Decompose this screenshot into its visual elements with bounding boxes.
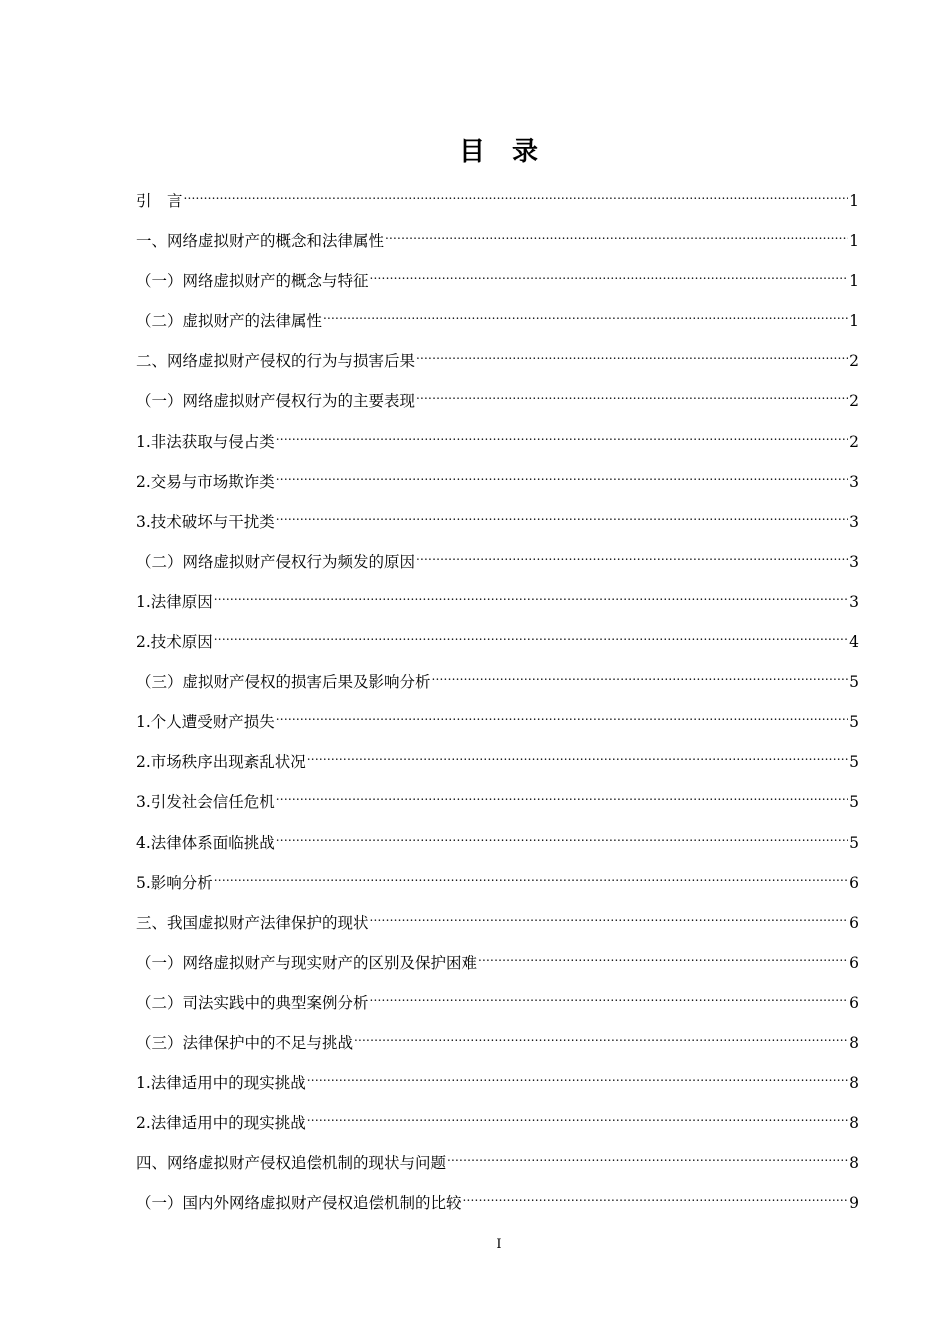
- toc-entry-label: 2.技术原因: [136, 633, 213, 652]
- toc-dot-leader: [276, 459, 848, 487]
- toc-entry-label: （二）网络虚拟财产侵权行为频发的原因: [136, 552, 416, 571]
- toc-entry-label: （一）国内外网络虚拟财产侵权追偿机制的比较: [136, 1194, 462, 1213]
- toc-dot-leader: [370, 258, 849, 286]
- toc-entry-label: 四、网络虚拟财产侵权追偿机制的现状与问题: [136, 1154, 447, 1173]
- toc-entry-label: 1.非法获取与侵占类: [136, 432, 275, 451]
- toc-entry-page: 8: [849, 1114, 859, 1133]
- toc-entry[interactable]: [136, 178, 859, 218]
- toc-entry[interactable]: [136, 1020, 859, 1060]
- toc-entry-page: 6: [849, 993, 859, 1012]
- toc-entry-page: 2: [849, 392, 859, 411]
- toc-entry-page: 8: [849, 1154, 859, 1173]
- toc-entry-page: 1: [849, 232, 859, 251]
- toc-dot-leader: [276, 820, 848, 848]
- page-title-char-2: 录: [512, 137, 540, 167]
- toc-dot-leader: [416, 378, 848, 406]
- toc-entry-label: （一）网络虚拟财产与现实财产的区别及保护困难: [136, 953, 478, 972]
- toc-dot-leader: [447, 1140, 848, 1168]
- toc-entry[interactable]: [136, 619, 859, 659]
- toc-entry-page: 3: [849, 472, 859, 491]
- toc-dot-leader: [478, 940, 848, 968]
- toc-entry-label: 1.法律原因: [136, 592, 213, 611]
- toc-entry-page: 3: [849, 552, 859, 571]
- toc-entry[interactable]: [136, 459, 859, 499]
- toc-entry-label: （一）网络虚拟财产的概念与特征: [136, 272, 369, 291]
- toc-entry[interactable]: [136, 1140, 859, 1180]
- toc-entry[interactable]: [136, 900, 859, 940]
- toc-entry[interactable]: [136, 419, 859, 459]
- toc-entry[interactable]: [136, 659, 859, 699]
- toc-entry[interactable]: [136, 218, 859, 258]
- toc-entry-label: 5.影响分析: [136, 873, 213, 892]
- toc-dot-leader: [184, 178, 849, 206]
- toc-entry[interactable]: [136, 1180, 859, 1220]
- page-number: I: [496, 1237, 502, 1252]
- toc-dot-leader: [214, 579, 848, 607]
- toc-entry-label: 1.个人遭受财产损失: [136, 713, 275, 732]
- toc-entry[interactable]: [136, 940, 859, 980]
- toc-dot-leader: [323, 298, 848, 326]
- toc-dot-leader: [214, 860, 848, 888]
- toc-entry[interactable]: [136, 1100, 859, 1140]
- toc-dot-leader: [214, 619, 848, 647]
- toc-entry-page: 1: [849, 272, 859, 291]
- toc-entry-label: 2.交易与市场欺诈类: [136, 472, 275, 491]
- toc-dot-leader: [276, 779, 848, 807]
- toc-entry-label: 3.技术破坏与干扰类: [136, 512, 275, 531]
- toc-entry-page: 6: [849, 913, 859, 932]
- toc-dot-leader: [354, 1020, 848, 1048]
- toc-entry-page: 3: [849, 592, 859, 611]
- toc-entry-page: 8: [849, 1074, 859, 1093]
- toc-dot-leader: [276, 499, 848, 527]
- toc-entry-page: 2: [849, 432, 859, 451]
- toc-entry-label: （二）虚拟财产的法律属性: [136, 312, 323, 331]
- toc-entry-label: 2.法律适用中的现实挑战: [136, 1114, 306, 1133]
- toc-dot-leader: [276, 699, 848, 727]
- toc-dot-leader: [307, 1100, 848, 1128]
- toc-entry-label: 引 言: [136, 192, 183, 210]
- page-title-char-1: 目: [458, 137, 486, 167]
- toc-entry[interactable]: [136, 820, 859, 860]
- toc-entry-page: 4: [849, 633, 859, 652]
- toc-entry[interactable]: [136, 539, 859, 579]
- toc-entry[interactable]: [136, 298, 859, 338]
- toc-entry[interactable]: [136, 1060, 859, 1100]
- toc-entry-label: 二、网络虚拟财产侵权的行为与损害后果: [136, 352, 416, 371]
- table-of-contents: [136, 178, 859, 1220]
- toc-entry-label: 3.引发社会信任危机: [136, 793, 275, 812]
- toc-dot-leader: [463, 1180, 849, 1208]
- toc-entry[interactable]: [136, 579, 859, 619]
- toc-dot-leader: [276, 419, 848, 447]
- toc-entry-page: 1: [849, 192, 859, 210]
- toc-entry-page: 8: [849, 1033, 859, 1052]
- toc-entry[interactable]: [136, 980, 859, 1020]
- toc-dot-leader: [307, 739, 848, 767]
- toc-entry-label: 三、我国虚拟财产法律保护的现状: [136, 913, 369, 932]
- toc-entry-label: 1.法律适用中的现实挑战: [136, 1074, 306, 1093]
- toc-entry-page: 6: [849, 873, 859, 892]
- toc-entry-label: （一）网络虚拟财产侵权行为的主要表现: [136, 392, 416, 411]
- page-title: [0, 134, 950, 170]
- toc-entry[interactable]: [136, 699, 859, 739]
- toc-entry-page: 5: [849, 673, 859, 692]
- toc-entry[interactable]: [136, 258, 859, 298]
- toc-entry-page: 5: [849, 793, 859, 812]
- toc-entry-label: （三）虚拟财产侵权的损害后果及影响分析: [136, 673, 431, 692]
- toc-entry-label: （三）法律保护中的不足与挑战: [136, 1033, 354, 1052]
- toc-entry[interactable]: [136, 779, 859, 819]
- toc-entry[interactable]: [136, 739, 859, 779]
- toc-entry[interactable]: [136, 338, 859, 378]
- toc-entry-page: 6: [849, 953, 859, 972]
- toc-dot-leader: [416, 539, 848, 567]
- toc-dot-leader: [307, 1060, 848, 1088]
- toc-dot-leader: [370, 900, 849, 928]
- toc-entry-page: 2: [849, 352, 859, 371]
- toc-entry-page: 3: [849, 512, 859, 531]
- toc-dot-leader: [370, 980, 849, 1008]
- toc-entry-label: 2.市场秩序出现紊乱状况: [136, 753, 306, 772]
- toc-entry-page: 5: [849, 833, 859, 852]
- toc-entry-page: 9: [849, 1194, 859, 1213]
- toc-entry[interactable]: [136, 499, 859, 539]
- toc-entry-label: 一、网络虚拟财产的概念和法律属性: [136, 232, 385, 251]
- toc-entry[interactable]: [136, 378, 859, 418]
- toc-entry-page: 5: [849, 713, 859, 732]
- toc-entry[interactable]: [136, 860, 859, 900]
- toc-dot-leader: [385, 218, 848, 246]
- toc-entry-label: 4.法律体系面临挑战: [136, 833, 275, 852]
- toc-dot-leader: [416, 338, 848, 366]
- toc-entry-page: 5: [849, 753, 859, 772]
- toc-entry-label: （二）司法实践中的典型案例分析: [136, 993, 369, 1012]
- toc-entry-page: 1: [849, 312, 859, 331]
- toc-dot-leader: [432, 659, 849, 687]
